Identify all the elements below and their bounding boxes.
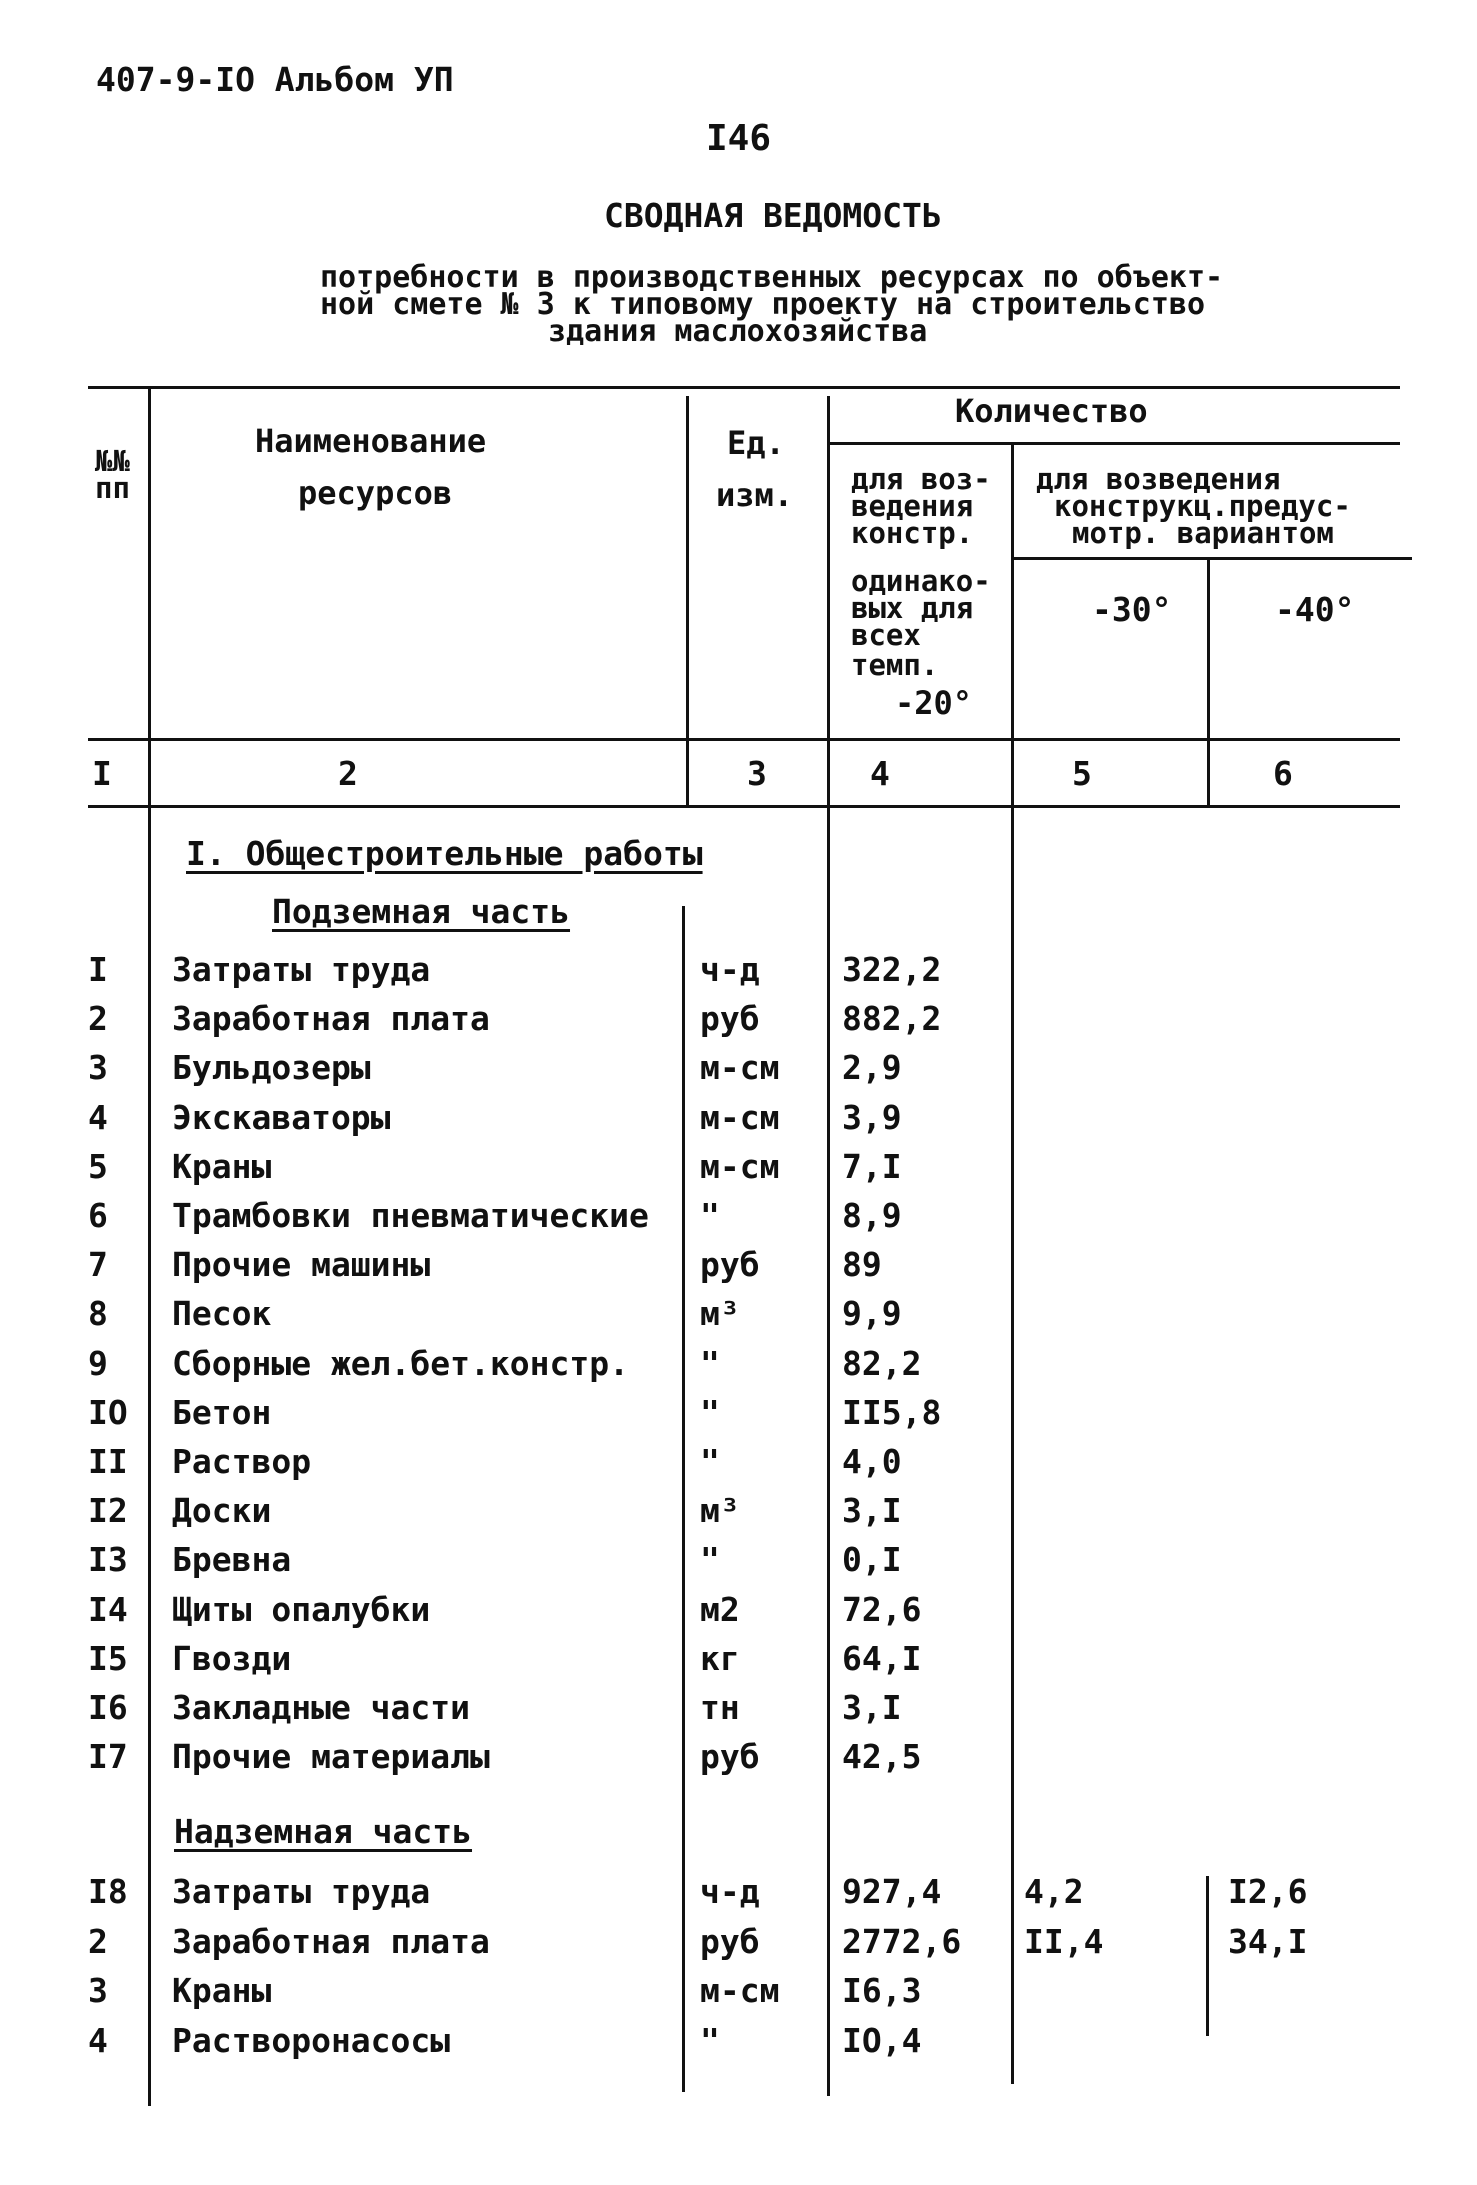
- row-number: I8: [88, 1872, 128, 1911]
- resource-name: Песок: [172, 1294, 272, 1334]
- quantity-header-divider: [828, 442, 1400, 445]
- resource-name: Прочие материалы: [172, 1737, 490, 1777]
- qty-common: 2,9: [842, 1048, 902, 1088]
- table-top-border: [88, 386, 1400, 389]
- qty-common: II5,8: [842, 1392, 942, 1432]
- resource-name: Бревна: [172, 1540, 292, 1580]
- qty-minus30: 4,2: [1024, 1872, 1084, 1911]
- qty-common: 882,2: [842, 999, 942, 1039]
- header-col6-temp: -40°: [1275, 590, 1355, 629]
- qty-common: 3,I: [842, 1688, 902, 1727]
- unit: ": [700, 2020, 720, 2060]
- qty-common: 927,4: [842, 1872, 942, 1911]
- unit: м-см: [700, 1097, 780, 1137]
- header-qty-common-line: темп.: [851, 648, 939, 682]
- row-number: I5: [88, 1638, 128, 1678]
- unit: ": [700, 1540, 720, 1580]
- header-name-2: ресурсов: [298, 474, 453, 512]
- unit: м-см: [700, 1971, 780, 2010]
- subsection-aboveground: Надземная часть: [174, 1812, 473, 1851]
- header-num-1: №№: [95, 444, 130, 478]
- header-unit-2: изм.: [716, 476, 794, 514]
- header-qty-variant-line: мотр. вариантом: [1072, 516, 1334, 550]
- qty-common: 82,2: [842, 1343, 922, 1383]
- header-qty-common-temp: -20°: [895, 684, 973, 722]
- subsection-underground: Подземная часть: [272, 892, 571, 931]
- subtitle-line-2: ной смете № 3 к типовому проекту на строительство: [320, 287, 1206, 322]
- col-divider-5-header: [1207, 557, 1210, 807]
- resource-name: Сборные жел.бет.констр.: [172, 1343, 629, 1383]
- row-number: 9: [88, 1343, 108, 1383]
- qty-common: 3,9: [842, 1097, 902, 1137]
- col-divider-3: [827, 396, 830, 2096]
- column-number: 4: [870, 754, 890, 793]
- resource-name: Затраты труда: [172, 950, 431, 989]
- row-number: 8: [88, 1294, 108, 1334]
- qty-minus40: I2,6: [1228, 1872, 1308, 1911]
- resource-name: Раствор: [172, 1442, 312, 1481]
- unit: руб: [700, 1245, 760, 1285]
- row-number: IO: [88, 1392, 128, 1432]
- row-number: I4: [88, 1589, 128, 1629]
- unit: руб: [700, 999, 760, 1039]
- header-col5-temp: -30°: [1092, 590, 1172, 629]
- header-qty-common-line: вых для: [851, 591, 974, 625]
- qty-common: 64,I: [842, 1638, 922, 1678]
- row-number: I3: [88, 1540, 128, 1580]
- row-number: 6: [88, 1196, 108, 1235]
- qty-common: 9,9: [842, 1294, 902, 1334]
- qty-common: 322,2: [842, 950, 942, 989]
- qty-common: 4,0: [842, 1442, 902, 1481]
- qty-common: 89: [842, 1245, 882, 1285]
- row-number: I6: [88, 1688, 128, 1727]
- unit: руб: [700, 1737, 760, 1777]
- header-num-2: пп: [95, 471, 130, 505]
- document-code: 407-9-IO Альбом УП: [96, 60, 454, 99]
- unit: руб: [700, 1921, 760, 1961]
- qty-common: 3,I: [842, 1491, 902, 1531]
- qty-common: 2772,6: [842, 1921, 962, 1961]
- column-number-bottom-border: [88, 805, 1400, 808]
- resource-name: Трамбовки пневматические: [172, 1196, 649, 1235]
- header-qty-common-line: всех: [851, 618, 921, 652]
- section-title-text: I. Общестроительные работы: [186, 834, 703, 873]
- header-bottom-border: [88, 738, 1400, 741]
- unit: тн: [700, 1688, 740, 1727]
- unit: ": [700, 1196, 720, 1235]
- header-qty-common-line: констр.: [851, 516, 974, 550]
- column-number: 3: [747, 754, 767, 793]
- header-qty-common-line: ведения: [851, 489, 974, 523]
- qty-common: IO,4: [842, 2020, 922, 2060]
- qty-common: 8,9: [842, 1196, 902, 1235]
- qty-common: 0,I: [842, 1540, 902, 1580]
- subtitle-line-3: здания маслохозяйства: [548, 314, 928, 349]
- row-number: I2: [88, 1491, 128, 1531]
- row-number: 5: [88, 1146, 108, 1186]
- subtitle-line-1: потребности в производственных ресурсах по объект-: [320, 260, 1224, 295]
- resource-name: Заработная плата: [172, 1921, 490, 1961]
- qty-common: 72,6: [842, 1589, 922, 1629]
- col-divider-4: [1011, 444, 1014, 2084]
- unit: ": [700, 1343, 720, 1383]
- resource-name: Растворонасосы: [172, 2020, 451, 2060]
- resource-name: Прочие машины: [172, 1245, 431, 1285]
- row-number: 4: [88, 2020, 108, 2060]
- column-number: 5: [1072, 754, 1092, 793]
- section-title: [186, 834, 703, 873]
- resource-name: Щиты опалубки: [172, 1589, 431, 1629]
- row-number: 7: [88, 1245, 108, 1285]
- row-number: II: [88, 1442, 128, 1481]
- resource-name: Доски: [172, 1491, 272, 1531]
- document-title: СВОДНАЯ ВЕДОМОСТЬ: [604, 196, 942, 235]
- unit: м2: [700, 1589, 740, 1629]
- unit: ": [700, 1442, 720, 1481]
- qty-minus40: 34,I: [1228, 1921, 1308, 1961]
- header-qty-variant-line: конструкц.предус-: [1054, 489, 1351, 523]
- unit: м-см: [700, 1048, 780, 1088]
- header-quantity: Количество: [955, 392, 1148, 430]
- row-number: 2: [88, 1921, 108, 1961]
- resource-name: Краны: [172, 1146, 272, 1186]
- resource-name: Бетон: [172, 1392, 272, 1432]
- row-number: 3: [88, 1971, 108, 2010]
- col-divider-5-body: [1206, 1876, 1209, 2036]
- unit: м³: [700, 1491, 740, 1531]
- resource-name: Затраты труда: [172, 1872, 431, 1911]
- resource-name: Бульдозеры: [172, 1048, 371, 1088]
- header-qty-common-line: для воз-: [851, 462, 991, 496]
- row-number: 2: [88, 999, 108, 1039]
- resource-name: Экскаваторы: [172, 1097, 391, 1137]
- qty-common: 7,I: [842, 1146, 902, 1186]
- row-number: 3: [88, 1048, 108, 1088]
- page-number: I46: [706, 118, 772, 159]
- qty-minus30: II,4: [1024, 1921, 1104, 1961]
- unit: кг: [700, 1638, 740, 1678]
- resource-name: Закладные части: [172, 1688, 471, 1727]
- row-number: I7: [88, 1737, 128, 1777]
- unit: ч-д: [700, 950, 760, 989]
- variant-header-divider: [1012, 557, 1412, 560]
- col-divider-2-body: [682, 906, 685, 2092]
- qty-common: 42,5: [842, 1737, 922, 1777]
- row-number: 4: [88, 1097, 108, 1137]
- resource-name: Гвозди: [172, 1638, 292, 1678]
- column-number: 2: [338, 754, 358, 793]
- header-name-1: Наименование: [255, 422, 487, 460]
- row-number: I: [88, 950, 108, 989]
- column-number: I: [92, 754, 112, 793]
- resource-name: Краны: [172, 1971, 272, 2010]
- resource-name: Заработная плата: [172, 999, 490, 1039]
- unit: ": [700, 1392, 720, 1432]
- qty-common: I6,3: [842, 1971, 922, 2010]
- column-number: 6: [1273, 754, 1293, 793]
- header-qty-variant-line: для возведения: [1036, 462, 1281, 496]
- unit: м³: [700, 1294, 740, 1334]
- header-qty-common-line: одинако-: [851, 564, 991, 598]
- col-divider-1: [148, 386, 151, 2106]
- unit: м-см: [700, 1146, 780, 1186]
- unit: ч-д: [700, 1872, 760, 1911]
- col-divider-2-header: [686, 396, 689, 808]
- header-unit-1: Ед.: [727, 424, 785, 462]
